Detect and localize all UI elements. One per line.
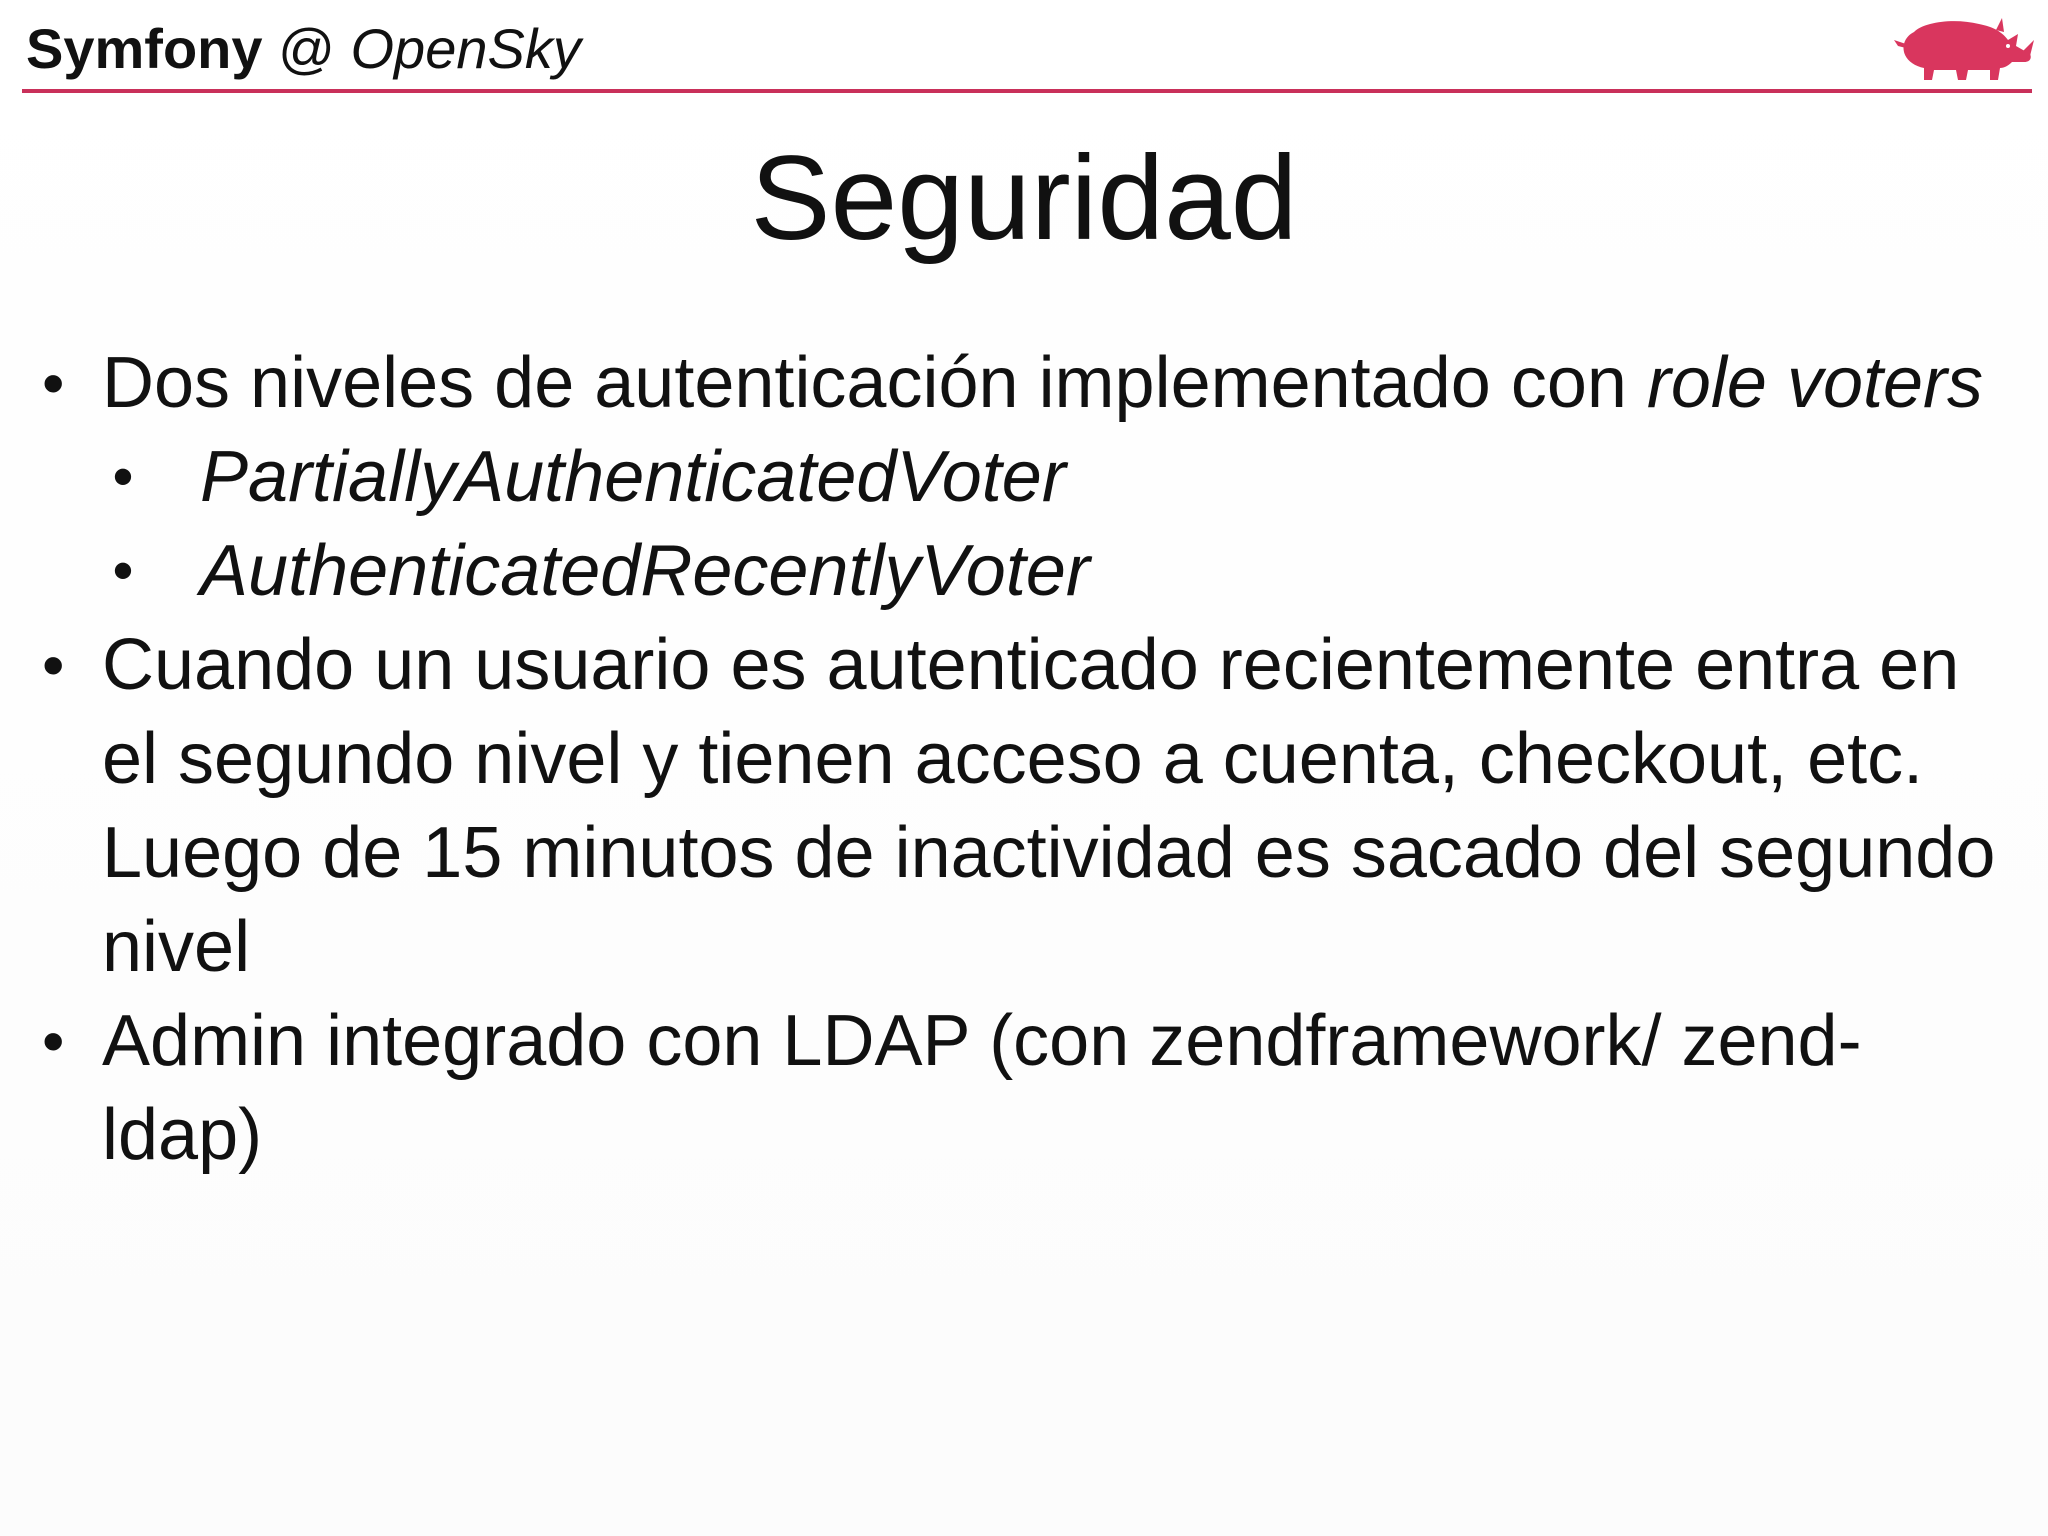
slide-title: Seguridad (750, 131, 1298, 265)
header-brand (26, 14, 581, 84)
bullet-text: Admin integrado con LDAP (con zendframework/ zend-ldap) (102, 1001, 1862, 1175)
rhino-logo-icon (1884, 10, 2036, 86)
bullet-text-italic: role voters (1646, 343, 1984, 423)
sub-bullet-item (30, 524, 2020, 618)
at-sign: @ (278, 17, 335, 80)
brand-name: Symfony (26, 17, 263, 80)
header-divider (22, 89, 2032, 93)
bullet-item (30, 618, 2020, 994)
bullet-dot: • (42, 1005, 65, 1077)
bullet-dot: • (42, 629, 65, 701)
bullet-dot: • (42, 347, 65, 419)
company-name: OpenSky (350, 17, 581, 80)
bullet-item (30, 336, 2020, 430)
bullet-item (30, 994, 2020, 1182)
sub-bullet-text: AuthenticatedRecentlyVoter (200, 531, 1090, 611)
sub-bullet-text: PartiallyAuthenticatedVoter (200, 437, 1066, 517)
sub-bullet-dot: • (112, 443, 134, 510)
slide-content (30, 336, 2020, 1182)
bullet-text: Cuando un usuario es autenticado recientemente entra en el segundo nivel y tienen acceso a cuenta, checkout, etc. Luego de 15 minutos de inactividad es sacado del segundo nivel (102, 625, 1996, 987)
sub-bullet-item (30, 430, 2020, 524)
bullet-text: Dos niveles de autenticación implementado con (102, 343, 1647, 423)
sub-bullet-dot: • (112, 537, 134, 604)
